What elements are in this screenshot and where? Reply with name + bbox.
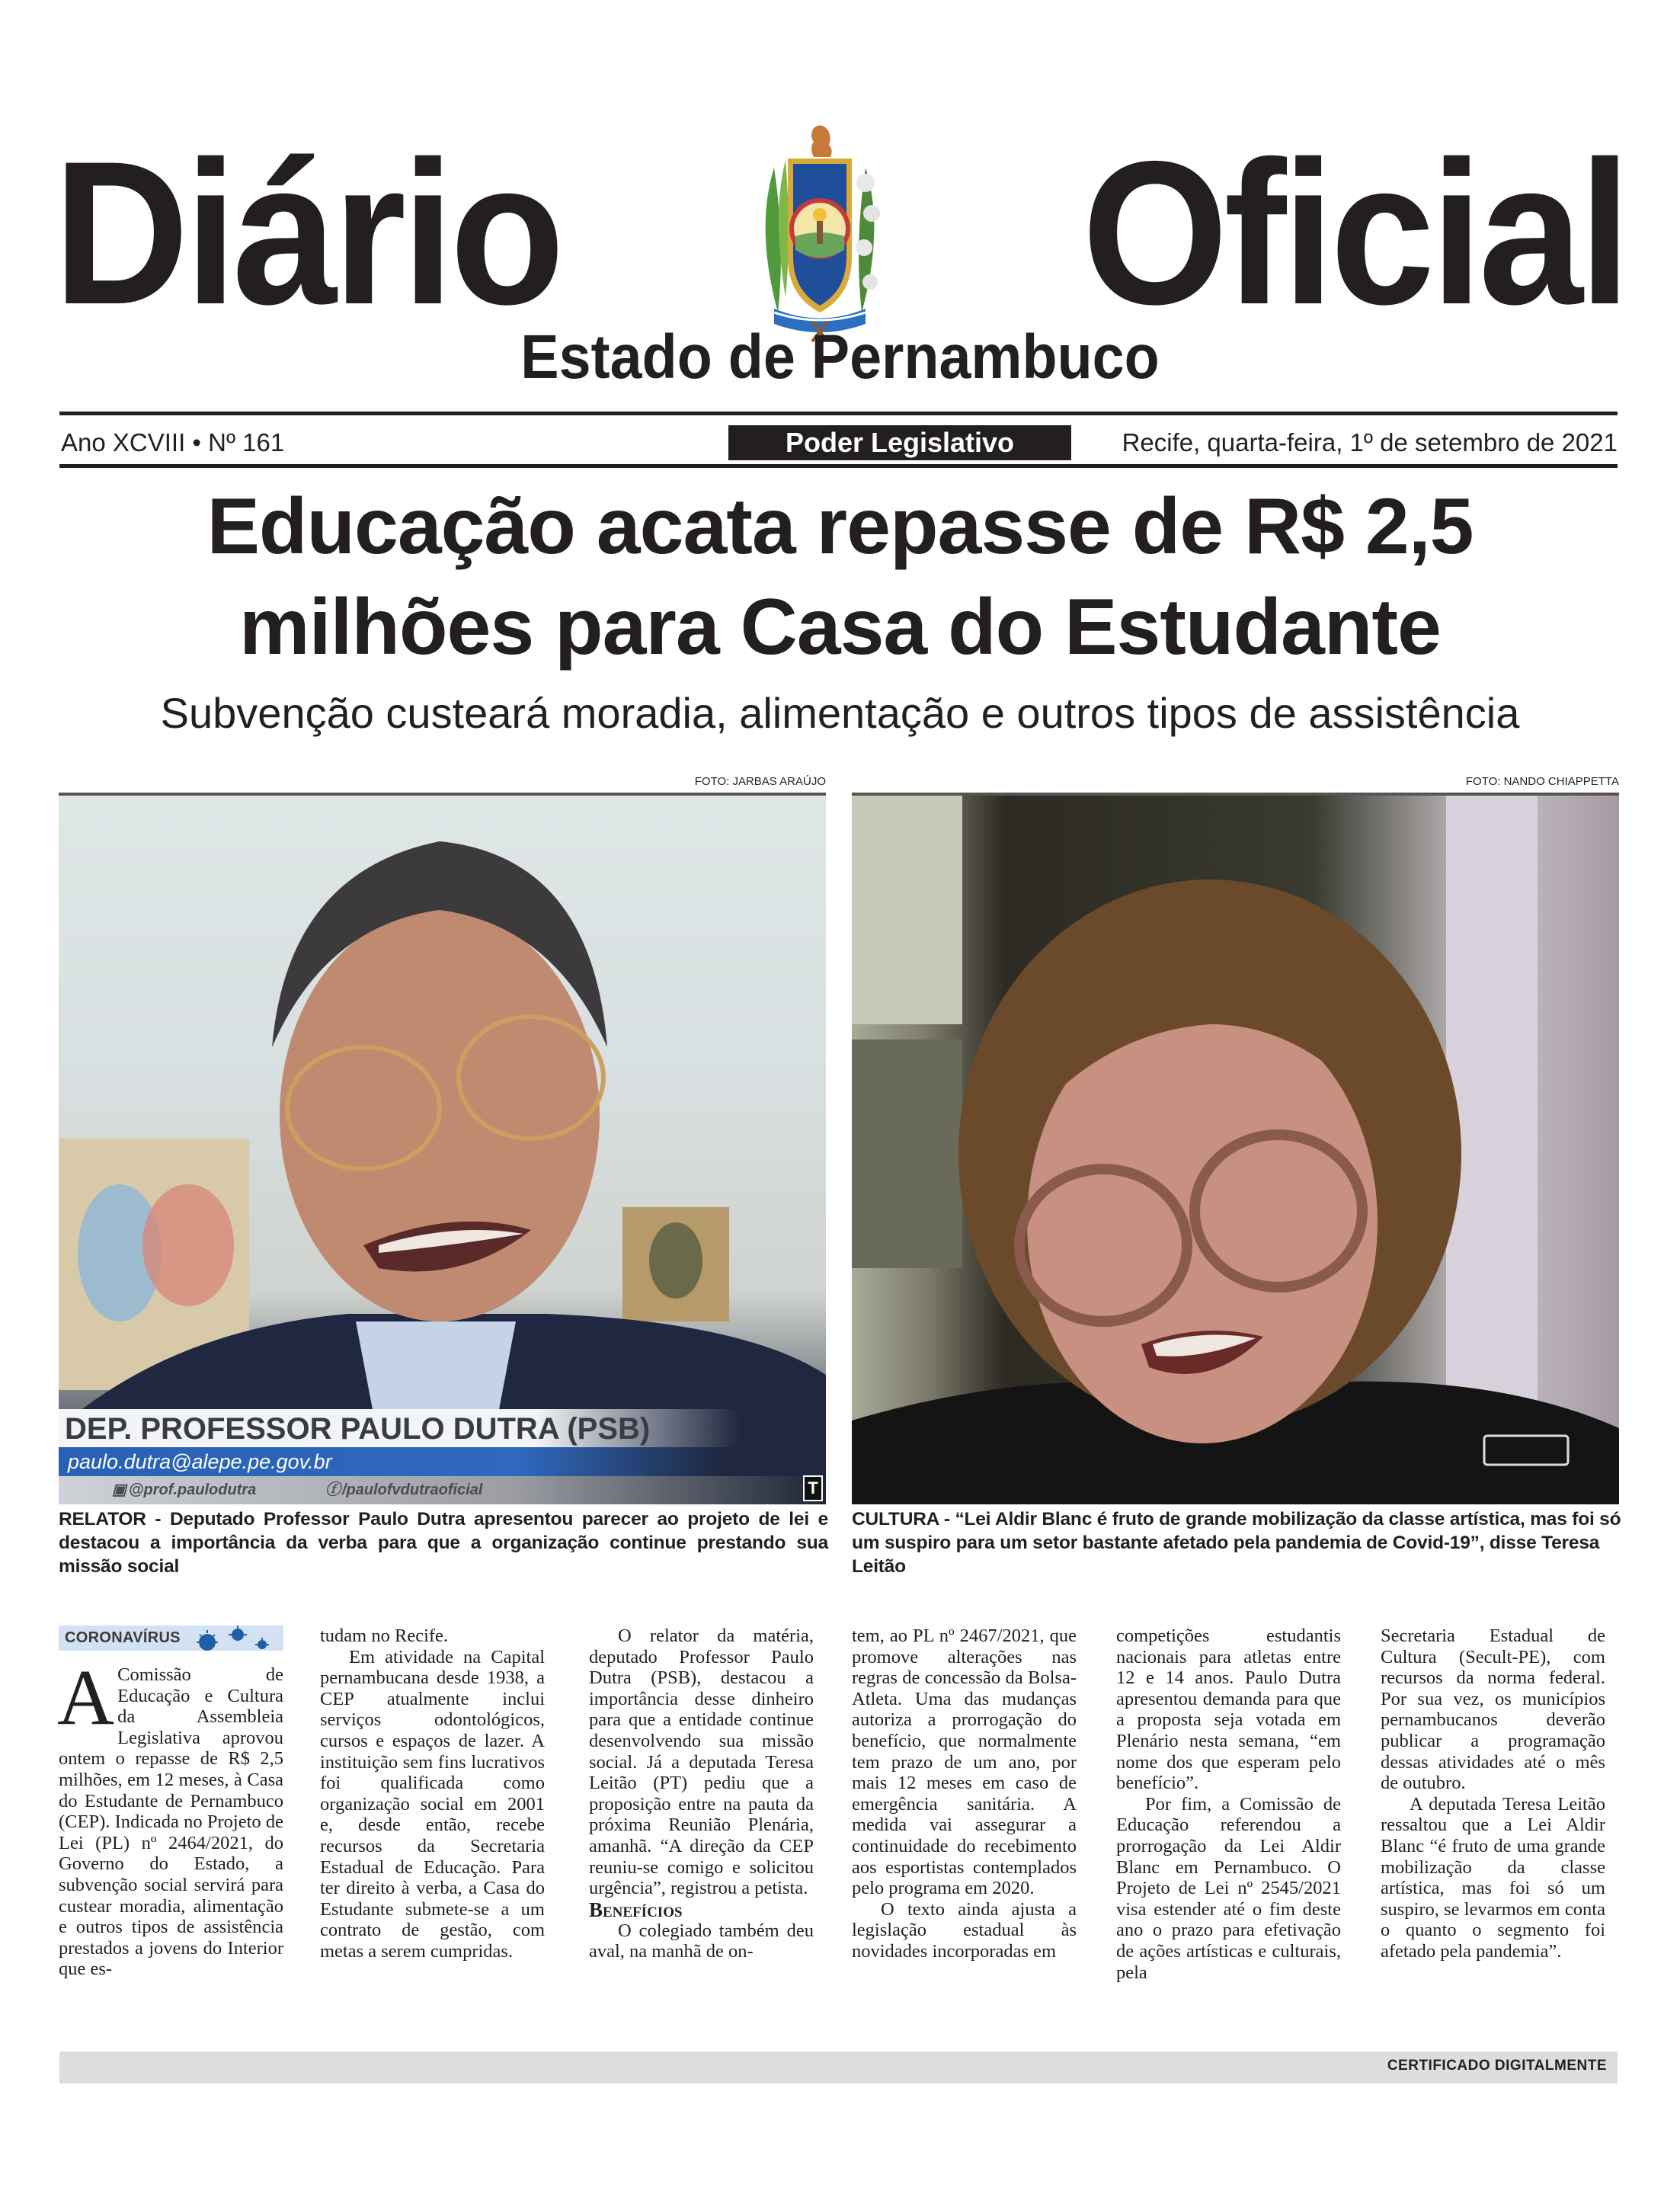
photo-credit-right: FOTO: NANDO CHIAPPETTA	[1465, 775, 1619, 788]
paragraph: A deputada Teresa Leitão ressaltou que a Lei Aldir Blanc “é fruto de uma grande mobilização da classe artística, mas foi só um suspiro, se levarmos em conta o quanto o segmento foi afetado pela pandemia”.	[1381, 1793, 1605, 1962]
photo-caption-right: CULTURA - “Lei Aldir Blanc é fruto de grande mobilização da classe artística, mas foi só um suspiro para um setor bastante afetado pela pandemia de Covid-19”, disse Teresa Leitão	[852, 1509, 1621, 1577]
section-label-coronavirus	[59, 1626, 283, 1651]
tv-lower-third	[59, 1409, 826, 1504]
photo-credit-left: FOTO: JARBAS ARAÚJO	[694, 775, 826, 788]
coat-of-arms-icon	[751, 122, 888, 343]
subheadline: Subvenção custeará moradia, alimentação e outros tipos de assistência	[160, 689, 1520, 737]
edition-number: Ano XCVIII • Nº 161	[61, 428, 285, 456]
top-rule	[59, 412, 1618, 415]
article-column-2	[320, 1626, 545, 1962]
channel-logo-icon: T	[803, 1475, 823, 1501]
virus-icon	[184, 1626, 276, 1651]
instagram-handle: @prof.paulodutra	[129, 1481, 257, 1498]
photo-caption-left: RELATOR - Deputado Professor Paulo Dutra apresentou parecer ao projeto de lei e destacou a importância da verba para que a organização continue prestando sua missão social	[59, 1509, 828, 1577]
article-column-6	[1381, 1626, 1605, 1962]
masthead-title-right: Oficial	[1081, 118, 1627, 347]
paragraph: O relator da matéria, deputado Professor Paulo Dutra (PSB), destacou a importância desse dinheiro para que a entidade continue desenvolvendo sua missão social. Já a deputada Teresa Leitão (PT) pediu que a proposição entre na pauta da próxima Reunião Plenária, amanhã. “A direção da CEP reuniu-se comigo e solicitou urgência”, registrou a petista.	[589, 1626, 814, 1899]
photo-paulo-dutra	[59, 793, 826, 1504]
section-label-text: CORONAVÍRUS	[65, 1629, 181, 1646]
article-column-4	[852, 1626, 1077, 1962]
section-badge: Poder Legislativo	[728, 425, 1071, 460]
headline	[46, 476, 1634, 677]
instagram-icon: ▣	[112, 1481, 126, 1498]
paragraph: Em atividade na Capital pernambucana desde 1938, a CEP atualmente inclui serviços odontológicos, cursos e espaços de lazer. A instituição sem fins lucrativos foi qualificada como organização social em 2001 e, desde então, recebe recursos da Secretaria Estadual de Educação. Para ter direito à verba, a Casa do Estudante submete-se a um contrato de gestão, com metas a serem cumpridas.	[320, 1646, 545, 1962]
article-column-5	[1116, 1626, 1341, 1983]
headline-line-1: Educação acata repasse de R$ 2,5	[206, 482, 1474, 571]
article-column-1	[59, 1626, 283, 1980]
paragraph: competições estudantis nacionais para atletas entre 12 e 14 anos. Paulo Dutra apresentou demanda para que a proposta seja votada em Plenário nesta semana, “em nome dos que esperam pelo benefício”.	[1116, 1626, 1341, 1794]
masthead-title-left: Diário	[53, 118, 561, 347]
person-illustration	[59, 796, 826, 1504]
paragraph: Secretaria Estadual de Cultura (Secult-PE), com recursos da norma federal. Por sua vez, os municípios pernambucanos deverão publicar a programação dessas atividades até o mês de outubro.	[1381, 1626, 1605, 1794]
article-column-3	[589, 1626, 814, 1962]
bottom-rule	[59, 464, 1618, 468]
facebook-icon: ⓕ	[325, 1481, 341, 1498]
subheading-beneficios: Benefícios	[589, 1898, 683, 1921]
info-bar	[59, 427, 1618, 460]
paragraph: O colegiado também deu aval, na manhã de on-	[589, 1920, 814, 1962]
masthead	[53, 118, 1627, 347]
paragraph: tem, ao PL nº 2467/2021, que promove alterações nas regras de concessão da Bolsa-Atleta. Uma das mudanças autoriza a prorrogação do benefício, que normalmente tem prazo de um ano, por mais 12 meses em caso de emergência sanitária. A medida vai assegurar a continuidade do recebimento aos esportistas contemplados pelo programa em 2020.	[852, 1626, 1077, 1899]
lower-third-social	[59, 1476, 826, 1504]
person-illustration	[852, 796, 1619, 1504]
photo-teresa-leitao	[852, 793, 1619, 1504]
masthead-subtitle: Estado de Pernambuco	[520, 322, 1160, 392]
paragraph: O texto ainda ajusta a legislação estadual às novidades incorporadas em	[852, 1898, 1077, 1962]
publication-date: Recife, quarta-feira, 1º de setembro de 2021	[1122, 428, 1618, 456]
facebook-handle: /paulofvdutraoficial	[342, 1481, 483, 1498]
lower-third-email: paulo.dutra@alepe.pe.gov.br	[59, 1447, 720, 1476]
paragraph: tudam no Recife.	[320, 1626, 449, 1646]
headline-line-2: milhões para Casa do Estudante	[239, 583, 1441, 671]
paragraph: A Comissão de Educação e Cultura da Assembleia Legislativa aprovou ontem o repasse de R$ 2,5 milhões, em 12 meses, à Casa do Estudante de Pernambuco (CEP). Indicada no Projeto de Lei (PL) nº 2464/2021, do Governo do Estado, a subvenção social servirá para custear moradia, alimentação e outros tipos de assistência prestados a jovens do Interior que es-	[57, 1654, 283, 1980]
paragraph: Por fim, a Comissão de Educação referendou a prorrogação da Lei Aldir Blanc em Pernambuco. O Projeto de Lei nº 2545/2021 visa estender até o fim deste ano o prazo para efetivação de ações artísticas e culturais, pela	[1116, 1793, 1341, 1983]
digital-certificate-label: CERTIFICADO DIGITALMENTE	[1387, 2058, 1607, 2074]
drop-cap: A	[57, 1654, 115, 1741]
lower-third-name: DEP. PROFESSOR PAULO DUTRA (PSB)	[59, 1409, 740, 1447]
footer-bar	[59, 2052, 1618, 2084]
